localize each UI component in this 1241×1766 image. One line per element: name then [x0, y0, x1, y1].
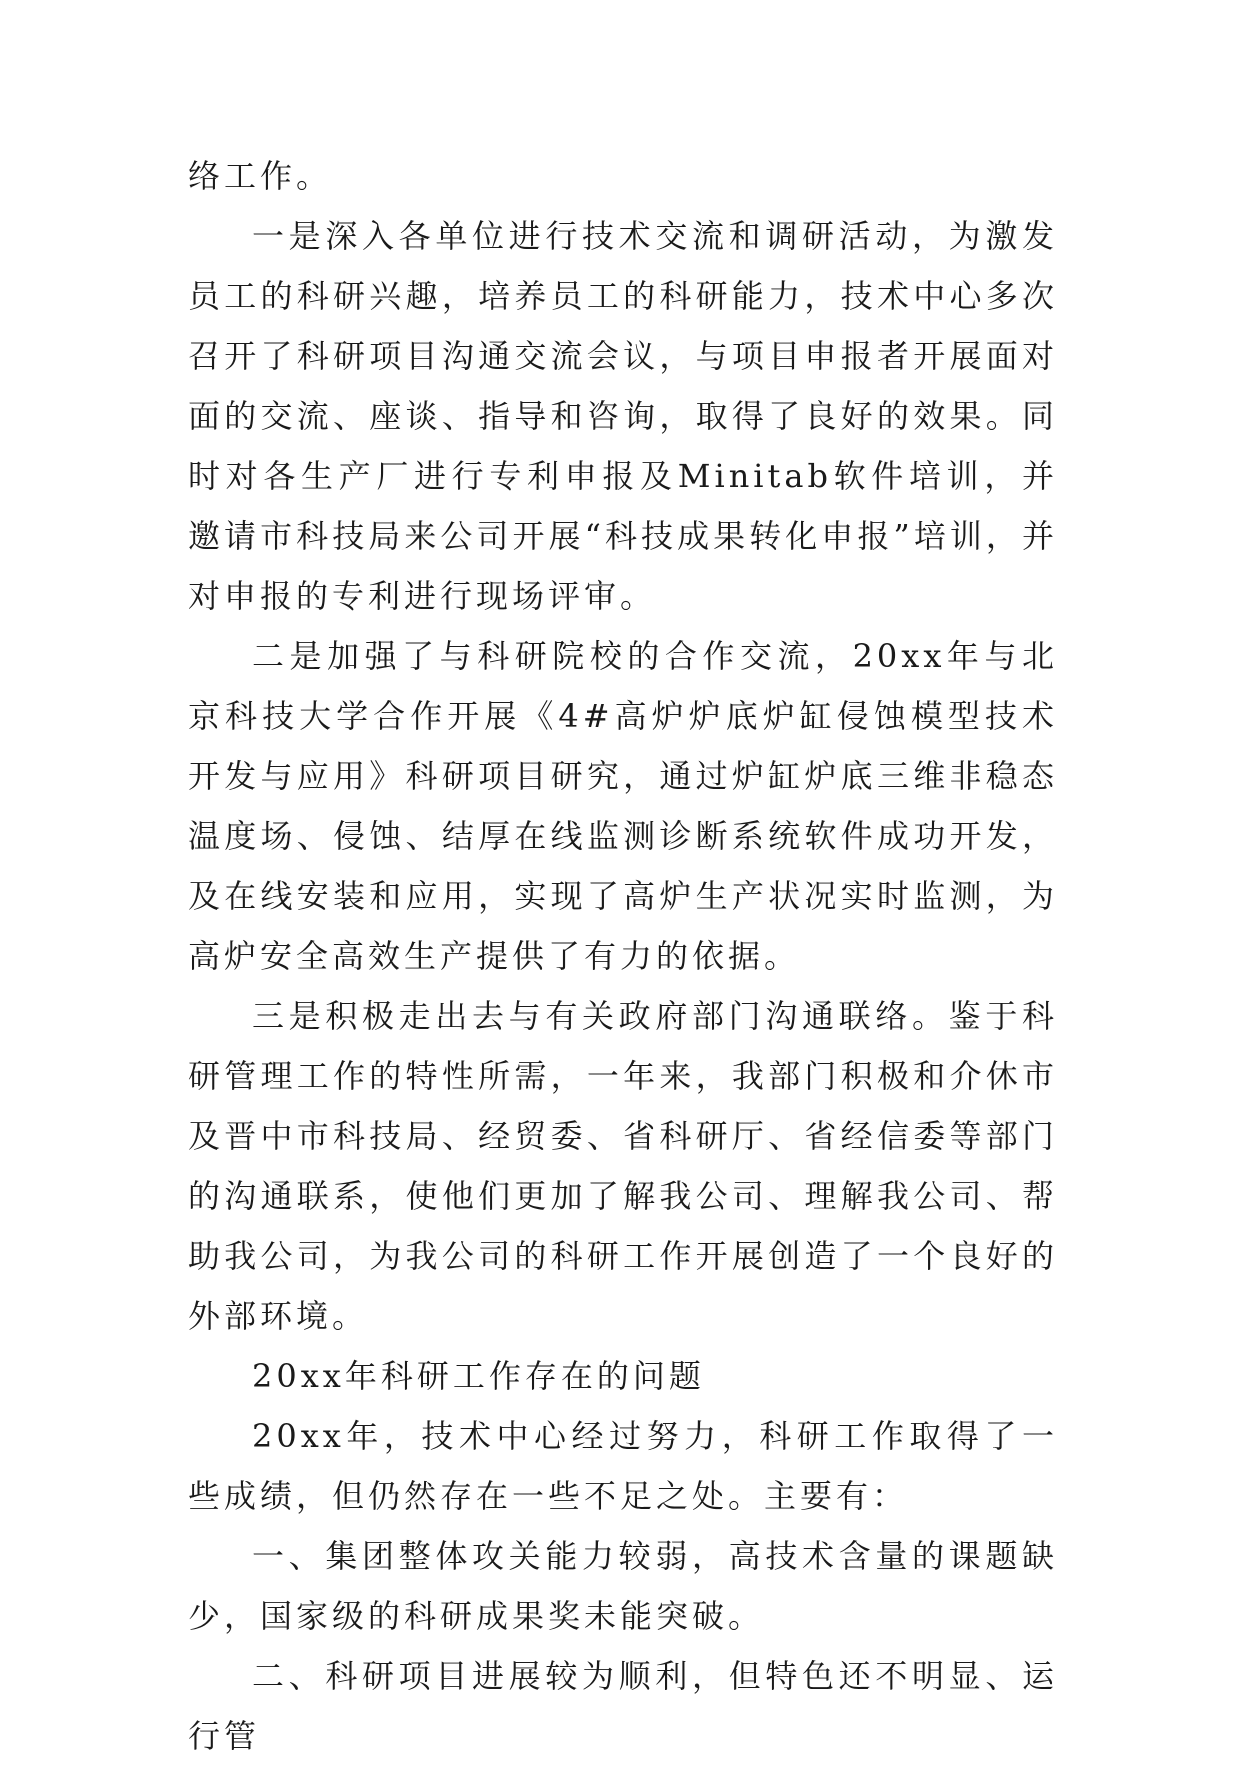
section-heading-problems: 20xx年科研工作存在的问题 — [252, 1357, 705, 1395]
paragraph-university-cooperation: 二是加强了与科研院校的合作交流，20xx年与北京科技大学合作开展《4#高炉炉底炉缸侵蚀模型技术开发与应用》科研项目研究，通过炉缸炉底三维非稳态温度场、侵蚀、结厚在线监测诊断系统软件成功开发，及在线安装和应用，实现了高炉生产状况实时监测，为高炉安全高效生产提供了有力的依据。 — [188, 637, 1058, 975]
paragraph-problem-one: 一、集团整体攻关能力较弱，高技术含量的课题缺少，国家级的科研成果奖未能突破。 — [188, 1537, 1058, 1635]
paragraph-continuation: 络工作。 — [188, 157, 333, 195]
document-body — [188, 146, 1058, 1766]
paragraph-government-communication: 三是积极走出去与有关政府部门沟通联络。鉴于科研管理工作的特性所需，一年来，我部门积极和介休市及晋中市科技局、经贸委、省科研厅、省经信委等部门的沟通联系，使他们更加了解我公司、理解我公司、帮助我公司，为我公司的科研工作开展创造了一个良好的外部环境。 — [188, 997, 1058, 1335]
paragraph-problem-two: 二、科研项目进展较为顺利，但特色还不明显、运行管 — [188, 1657, 1058, 1755]
paragraph-technical-exchange: 一是深入各单位进行技术交流和调研活动，为激发员工的科研兴趣，培养员工的科研能力，技术中心多次召开了科研项目沟通交流会议，与项目申报者开展面对面的交流、座谈、指导和咨询，取得了良好的效果。同时对各生产厂进行专利申报及Minitab软件培训，并邀请市科技局来公司开展“科技成果转化申报”培训，并对申报的专利进行现场评审。 — [188, 217, 1058, 615]
paragraph-problems-intro: 20xx年，技术中心经过努力，科研工作取得了一些成绩，但仍然存在一些不足之处。主要有： — [188, 1417, 1058, 1515]
